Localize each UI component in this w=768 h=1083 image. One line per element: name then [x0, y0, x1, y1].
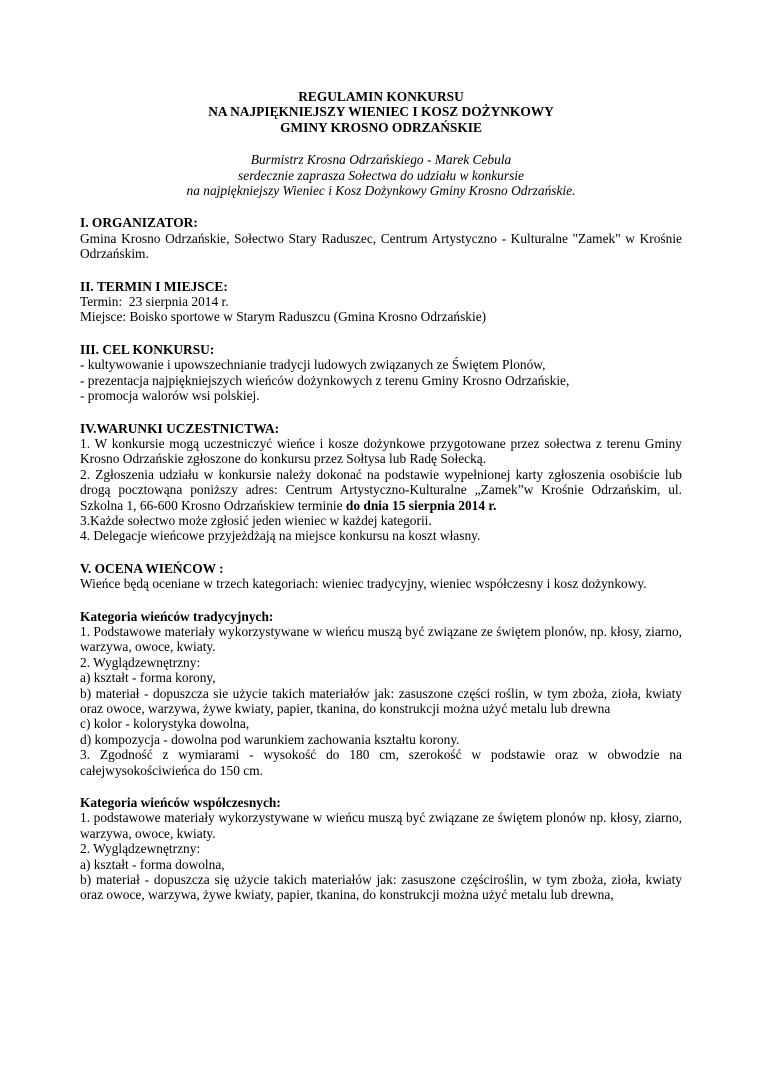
term-date: Termin: 23 sierpnia 2014 r. — [80, 294, 229, 310]
evaluation-text: Wieńce będą oceniane w trzech kategoriach: wieniec tradycyjny, wieniec współczesny i kosz dożynkowy. — [80, 576, 647, 592]
condition-2 — [80, 467, 682, 513]
goal-item: - kultywowanie i upowszechnianie tradycji ludowych związanych ze Świętem Plonów, — [80, 357, 546, 373]
title-line-1: REGULAMIN KONKURSU — [298, 89, 464, 104]
section-traditional — [80, 609, 682, 778]
modern-point-2: 2. Wyglądzewnętrzny: — [80, 841, 201, 857]
section-modern — [80, 795, 682, 903]
traditional-point-2: 2. Wyglądzewnętrzny: — [80, 654, 201, 670]
traditional-point-c: c) kolor - kolorystyka dowolna, — [80, 716, 250, 732]
invitation-line-2: serdecznie zaprasza Sołectwa do udziału w konkursie — [238, 167, 524, 183]
condition-2-text: 2. Zgłoszenia udziału w konkursie należy dokonać na podstawie wypełnionej karty zgłoszenia osobiście lub drogą pocztowąna poniższy adres: Centrum Artystyczno-Kulturalne „Zamek”w Krośnie Odrzańskim, ul. Szkolna 1, 66-600 Krosno Odrzańskiew terminie — [80, 466, 682, 513]
document-title — [80, 89, 682, 135]
category-heading: Kategoria wieńców współczesnych: — [80, 795, 281, 811]
goal-item: - promocja walorów wsi polskiej. — [80, 388, 260, 404]
traditional-point-3: 3. Zgodność z wymiarami - wysokość do 180 cm, szerokość w podstawie oraz w obwodzie na całejwysokościwieńca do 150 cm. — [80, 747, 682, 778]
title-line-3: GMINY KROSNO ODRZAŃSKIE — [280, 119, 482, 135]
goal-item: - prezentacja najpiękniejszych wieńców dożynkowych z terenu Gminy Krosno Odrzańskie, — [80, 372, 570, 388]
section-conditions — [80, 421, 682, 544]
document-page — [0, 89, 768, 1083]
section-heading: V. OCENA WIEŃCOW : — [80, 560, 224, 576]
traditional-point-d: d) kompozycja - dowolna pod warunkiem zachowania kształtu korony. — [80, 731, 460, 747]
title-line-2: NA NAJPIĘKNIEJSZY WIENIEC I KOSZ DOŻYNKOWY — [208, 104, 554, 120]
deadline: do dnia 15 sierpnia 2014 r. — [345, 497, 497, 513]
section-organizer — [80, 215, 682, 261]
term-place: Miejsce: Boisko sportowe w Starym Raduszcu (Gmina Krosno Odrzańskie) — [80, 309, 487, 325]
category-heading: Kategoria wieńców tradycyjnych: — [80, 608, 274, 624]
section-heading: III. CEL KONKURSU: — [80, 341, 215, 357]
section-term-place — [80, 279, 682, 325]
section-goal — [80, 342, 682, 404]
section-text: Gmina Krosno Odrzańskie, Sołectwo Stary Raduszec, Centrum Artystyczno - Kulturalne "Zamek" w Krośnie Odrzańskim. — [80, 230, 682, 262]
section-evaluation — [80, 561, 682, 592]
modern-point-1: 1. podstawowe materiały wykorzystywane w wieńcu muszą być związane ze świętem plonów np. kłosy, ziarno, warzywa, owoce, kwiaty. — [80, 810, 682, 841]
condition-4: 4. Delegacje wieńcowe przyjeżdżają na miejsce konkursu na koszt własny. — [80, 528, 481, 544]
section-heading: II. TERMIN I MIEJSCE: — [80, 278, 228, 294]
traditional-point-1: 1. Podstawowe materiały wykorzystywane w wieńcu muszą być związane ze świętem plonów, np. kłosy, ziarno, warzywa, owoce, kwiaty. — [80, 623, 682, 655]
condition-3: 3.Każde sołectwo może zgłosić jeden wieniec w każdej kategorii. — [80, 512, 432, 528]
modern-point-b: b) materiał - dopuszcza się użycie takich materiałów jak: zasuszone częściroślin, w tym zboża, zioła, kwiaty oraz owoce, warzywa, żywe kwiaty, papier, tkanina, do konstrukcji można użyć metalu lub drewna, — [80, 872, 682, 903]
invitation-line-3: na najpiękniejszy Wieniec i Kosz Dożynkowy Gminy Krosno Odrzańskie. — [186, 183, 576, 199]
traditional-point-b: b) materiał - dopuszcza sie użycie takich materiałów jak: zasuszone części roślin, w tym zboża, zioła, kwiaty oraz owoce, warzywa, żywe kwiaty, papier, tkanina, do konstrukcji można użyć metalu lub drewna — [80, 685, 682, 716]
modern-point-a: a) kształt - forma dowolna, — [80, 856, 225, 872]
condition-1: 1. W konkursie mogą uczestniczyć wieńce i kosze dożynkowe przygotowane przez sołectwa z terenu Gminy Krosno Odrzańskie zgłoszone do konkursu przez Sołtysa lub Radę Sołecką. — [80, 435, 682, 467]
invitation — [80, 152, 682, 198]
traditional-point-a: a) kształt - forma korony, — [80, 670, 216, 686]
invitation-line-1: Burmistrz Krosna Odrzańskiego - Marek Cebula — [250, 152, 512, 168]
section-heading: IV.WARUNKI UCZESTNICTWA: — [80, 420, 280, 436]
section-heading: I. ORGANIZATOR: — [80, 215, 198, 231]
